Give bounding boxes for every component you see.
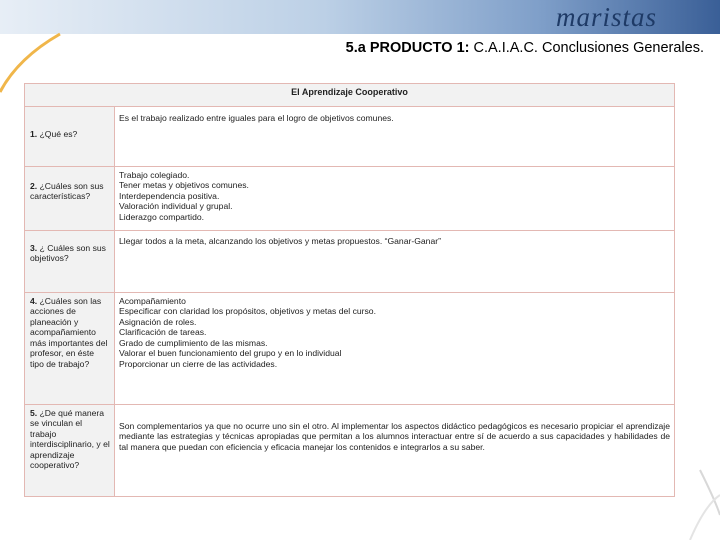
question-number: 4. xyxy=(30,296,38,306)
question-cell xyxy=(25,405,115,497)
answer-line: Clarificación de tareas. xyxy=(119,327,207,338)
answer-cell xyxy=(115,405,675,497)
answer-line: Especificar con claridad los propósitos, objetivos y metas del curso. xyxy=(119,306,376,317)
question-cell xyxy=(25,167,115,231)
question-cell xyxy=(25,231,115,293)
question-text: ¿Cuáles son las acciones de planeación y acompañamiento más importantes del profesor, en éste tipo de trabajo? xyxy=(30,296,108,369)
answer-line: Valoración individual y grupal. xyxy=(119,201,233,212)
table-row xyxy=(25,293,675,405)
table-row xyxy=(25,167,675,231)
page-title xyxy=(346,40,704,56)
answer-line: Es el trabajo realizado entre iguales para el logro de objetivos comunes. xyxy=(119,113,394,123)
answer-line: Liderazgo compartido. xyxy=(119,211,205,222)
answer-line: Llegar todos a la meta, alcanzando los objetivos y metas propuestos. “Ganar-Ganar” xyxy=(119,236,441,246)
table-row xyxy=(25,405,675,497)
title-bold: 5.a PRODUCTO 1: xyxy=(345,40,470,56)
table-row xyxy=(25,107,675,167)
cooperative-learning-table xyxy=(24,83,674,497)
question-number: 2. xyxy=(30,181,38,191)
answer-line: Trabajo colegiado. xyxy=(119,170,190,180)
question-number: 3. xyxy=(30,243,38,253)
answer-cell xyxy=(115,293,675,405)
answer-line: Proporcionar un cierre de las actividades. xyxy=(119,358,278,369)
question-text: ¿ Cuáles son sus objetivos? xyxy=(30,243,106,264)
answer-line: Asignación de roles. xyxy=(119,316,197,327)
answer-line: Tener metas y objetivos comunes. xyxy=(119,180,249,191)
question-number: 5. xyxy=(30,408,38,418)
maristas-logo xyxy=(554,2,714,34)
question-text: ¿Cuáles son sus características? xyxy=(30,181,104,202)
answer-line: Interdependencia positiva. xyxy=(119,190,220,201)
answer-line: Acompañamiento xyxy=(119,296,186,306)
answer-cell xyxy=(115,167,675,231)
question-text: ¿De qué manera se vinculan el trabajo interdisciplinario, y el aprendizaje cooperativo? xyxy=(30,408,110,471)
logo-text: maristas xyxy=(556,2,658,32)
answer-line: Valorar el buen funcionamiento del grupo y en lo individual xyxy=(119,348,342,359)
answer-cell xyxy=(115,231,675,293)
title-rest: C.A.I.A.C. Conclusiones Generales. xyxy=(473,40,704,56)
question-number: 1. xyxy=(30,129,38,139)
question-cell xyxy=(25,293,115,405)
question-cell xyxy=(25,107,115,167)
answer-line: Son complementarios ya que no ocurre uno sin el otro. Al implementar los aspectos didáctico pedagógicos es necesario propiciar el aprendizaje mediante las estrategias y técnicas apropiadas que permitan a los alumnos interactuar entre sí de acuerdo a sus capacidades y habilidades de tal manera que puedan con eficiencia y eficacia manejar los contenidos e integrarlos a su saber. xyxy=(119,421,671,452)
table-heading: El Aprendizaje Cooperativo xyxy=(25,84,675,107)
question-text: ¿Qué es? xyxy=(39,129,78,139)
logo-mark xyxy=(554,2,714,34)
table-row xyxy=(25,231,675,293)
answer-cell xyxy=(115,107,675,167)
answer-line: Grado de cumplimiento de las mismas. xyxy=(119,337,268,348)
